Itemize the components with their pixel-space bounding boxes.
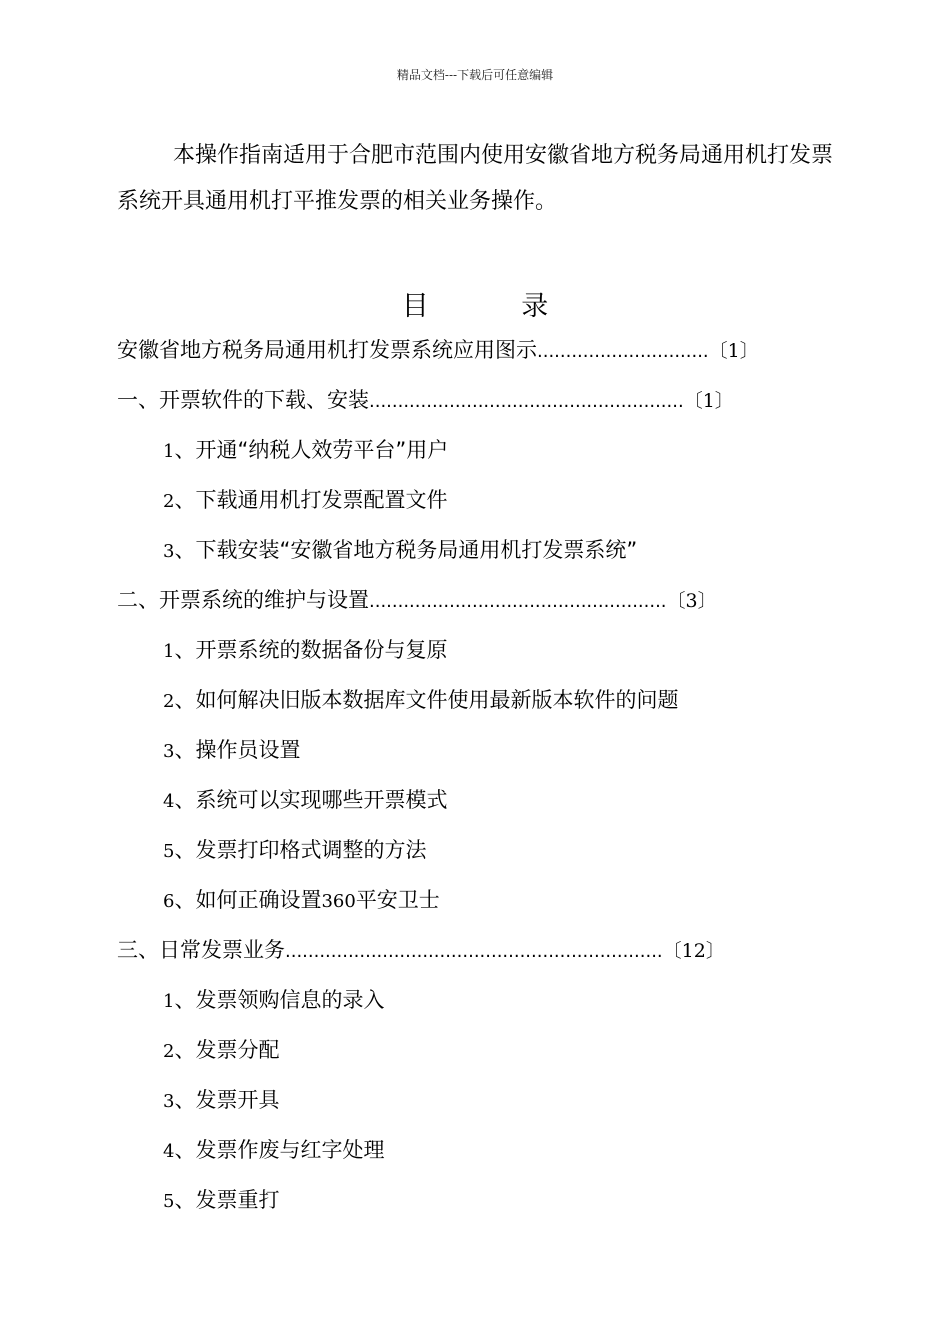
toc-entry-number: 二、: [117, 588, 159, 612]
toc-entry-text: 日常发票业务: [159, 938, 285, 962]
toc-subentry[interactable]: [117, 733, 837, 783]
toc-entry-text: 、如何解决旧版本数据库文件使用最新版本软件的问题: [174, 688, 679, 712]
toc-entry[interactable]: [117, 383, 837, 433]
toc-entry-number: 6: [163, 891, 175, 912]
toc-entry-number: 5: [163, 1191, 175, 1212]
toc-entry-number: 5: [163, 841, 175, 862]
toc-entry-number: 三、: [117, 938, 159, 962]
toc-page-number: 〔12〕: [662, 940, 725, 962]
toc-entry-number: 4: [163, 1141, 175, 1162]
toc-entry[interactable]: [117, 933, 837, 983]
toc-entry-text: 安徽省地方税务局通用机打发票系统应用图示: [117, 338, 537, 362]
toc-entry-number: 3: [163, 541, 175, 562]
toc-entry-number: 1: [163, 441, 175, 462]
toc-entry-number: 一、: [117, 388, 159, 412]
toc-entry-text: 开票系统的维护与设置: [159, 588, 369, 612]
toc-leader-dots: ..............................: [537, 341, 709, 362]
toc-entry-text: 、发票打印格式调整的方法: [174, 838, 427, 862]
toc-entry-text: 、开通“纳税人效劳平台”用户: [174, 438, 449, 462]
toc-subentry[interactable]: [117, 683, 837, 733]
toc-entry-number: 1: [163, 991, 175, 1012]
toc-subentry[interactable]: [117, 533, 837, 583]
toc-entry-text-suffix: 平安卫士: [355, 888, 440, 912]
page-header: 精品文档---下载后可任意编辑: [396, 68, 554, 82]
toc-entry[interactable]: [117, 333, 837, 383]
toc-entry-number: 3: [163, 741, 175, 762]
toc-entry-text: 、发票作废与红字处理: [174, 1138, 385, 1162]
toc-entry-text: 、开票系统的数据备份与复原: [174, 638, 448, 662]
toc-entry-number: 1: [163, 641, 175, 662]
toc-entry-text: 、操作员设置: [174, 738, 301, 762]
toc-leader-dots: .......................................................: [369, 391, 684, 412]
toc-subentry[interactable]: [117, 1183, 837, 1233]
toc-subentry[interactable]: [117, 433, 837, 483]
toc-entry-number: 2: [163, 491, 175, 512]
toc-subentry[interactable]: [117, 633, 837, 683]
toc-subentry[interactable]: [117, 783, 837, 833]
toc-subentry[interactable]: [117, 833, 837, 883]
toc-entry-text: 开票软件的下载、安装: [159, 388, 369, 412]
toc-entry-text: 、下载安装“安徽省地方税务局通用机打发票系统”: [174, 538, 638, 562]
toc-subentry[interactable]: [117, 1083, 837, 1133]
toc-entry-number: 2: [163, 1041, 175, 1062]
toc-entry[interactable]: [117, 583, 837, 633]
intro-text: 本操作指南适用于合肥市范围内使用安徽省地方税务局通用机打发票系统开具通用机打平推发票的相关业务操作。: [117, 143, 834, 214]
toc-leader-dots: ..................................................................: [285, 941, 663, 962]
intro-paragraph: [117, 133, 837, 225]
toc-entry-text: 、发票分配: [174, 1038, 280, 1062]
toc-entry-text: 、系统可以实现哪些开票模式: [174, 788, 448, 812]
toc-subentry[interactable]: [117, 483, 837, 533]
toc-entry-inline-number: 360: [321, 891, 356, 912]
toc-title: 目 录: [401, 291, 591, 322]
toc-entry-text: 、如何正确设置: [174, 888, 322, 912]
toc-entry-text: 、发票领购信息的录入: [174, 988, 385, 1012]
toc-page-number: 〔1〕: [708, 340, 759, 362]
toc-subentry[interactable]: [117, 1133, 837, 1183]
toc-subentry[interactable]: [117, 983, 837, 1033]
toc-entry-text: 、发票开具: [174, 1088, 280, 1112]
toc-page-number: 〔1〕: [683, 390, 734, 412]
toc-entry-number: 4: [163, 791, 175, 812]
toc-subentry[interactable]: [117, 883, 837, 933]
toc-entry-text: 、发票重打: [174, 1188, 280, 1212]
toc-entry-text: 、下载通用机打发票配置文件: [174, 488, 448, 512]
toc-subentry[interactable]: [117, 1033, 837, 1083]
toc-entry-number: 3: [163, 1091, 175, 1112]
toc-page-number: 〔3〕: [666, 590, 717, 612]
toc-leader-dots: ....................................................: [369, 591, 667, 612]
toc-entry-number: 2: [163, 691, 175, 712]
table-of-contents: [117, 333, 837, 1233]
